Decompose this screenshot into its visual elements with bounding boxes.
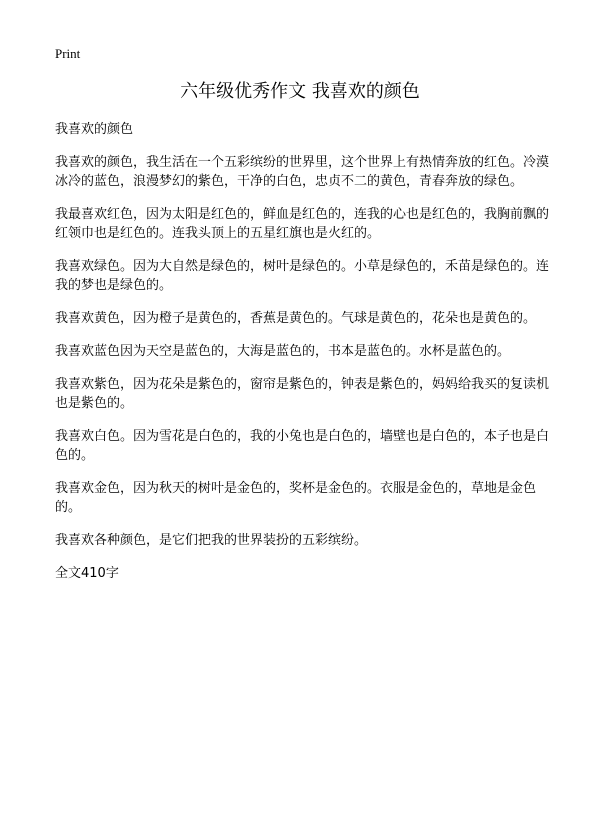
paragraph-7: 我喜欢白色。因为雪花是白色的，我的小兔也是白色的，墙壁也是白色的，本子也是白色的。	[55, 429, 550, 463]
page-title: 六年级优秀作文 我喜欢的颜色	[180, 81, 420, 102]
article-body	[55, 120, 550, 583]
paragraph-9: 我喜欢各种颜色，是它们把我的世界装扮的五彩缤纷。	[55, 533, 368, 548]
print-link[interactable]: Print	[55, 46, 81, 61]
paragraph-4: 我喜欢黄色，因为橙子是黄色的，香蕉是黄色的。气球是黄色的，花朵也是黄色的。	[55, 311, 537, 326]
word-count: 全文410字	[55, 566, 119, 581]
paragraph-5: 我喜欢蓝色因为天空是蓝色的，大海是蓝色的，书本是蓝色的。水杯是蓝色的。	[55, 344, 511, 359]
paragraph-1: 我喜欢的颜色，我生活在一个五彩缤纷的世界里，这个世界上有热情奔放的红色。冷漠冰冷的蓝色，浪漫梦幻的紫色，干净的白色，忠贞不二的黄色，青春奔放的绿色。	[55, 155, 550, 189]
paragraph-2: 我最喜欢红色，因为太阳是红色的，鲜血是红色的，连我的心也是红色的，我胸前飘的红领巾也是红色的。连我头顶上的五星红旗也是火红的。	[55, 207, 550, 241]
paragraph-6: 我喜欢紫色，因为花朵是紫色的，窗帘是紫色的，钟表是紫色的，妈妈给我买的复读机也是紫色的。	[55, 377, 550, 411]
paragraph-3: 我喜欢绿色。因为大自然是绿色的，树叶是绿色的。小草是绿色的，禾苗是绿色的。连我的梦也是绿色的。	[55, 259, 550, 293]
paragraph-8: 我喜欢金色，因为秋天的树叶是金色的，奖杯是金色的。衣服是金色的，草地是金色的。	[55, 481, 537, 515]
article-subtitle: 我喜欢的颜色	[55, 122, 134, 137]
